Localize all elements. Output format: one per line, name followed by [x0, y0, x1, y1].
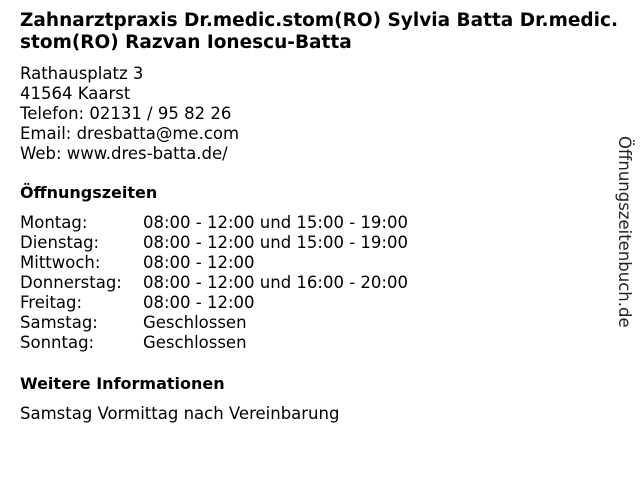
day-label: Donnerstag:: [20, 273, 122, 292]
city: 41564 Kaarst: [20, 84, 131, 103]
more-info-text: Samstag Vormittag nach Vereinbarung: [20, 404, 340, 423]
hours-row-monday: [20, 213, 408, 233]
day-hours: 08:00 - 12:00: [143, 253, 255, 272]
day-hours: 08:00 - 12:00 und 16:00 - 20:00: [143, 273, 408, 292]
day-hours: 08:00 - 12:00: [143, 293, 255, 312]
day-label: Freitag:: [20, 293, 83, 312]
opening-hours-heading: Öffnungszeiten: [20, 183, 158, 202]
hours-row-saturday: [20, 313, 408, 333]
hours-row-tuesday: [20, 233, 408, 253]
more-info-heading: Weitere Informationen: [20, 374, 225, 393]
phone: Telefon: 02131 / 95 82 26: [20, 104, 232, 123]
day-label: Montag:: [20, 213, 88, 232]
hours-row-friday: [20, 293, 408, 313]
hours-row-thursday: [20, 273, 408, 293]
day-hours: Geschlossen: [143, 333, 247, 352]
day-hours: 08:00 - 12:00 und 15:00 - 19:00: [143, 233, 408, 252]
hours-row-wednesday: [20, 253, 408, 273]
hours-row-sunday: [20, 333, 408, 353]
opening-hours-table: [20, 213, 408, 353]
practice-name: Zahnarztpraxis Dr.medic.stom(RO) Sylvia Batta Dr.medic.stom(RO) Razvan Ionescu-Batta: [20, 10, 618, 53]
email: Email: dresbatta@me.com: [20, 124, 240, 143]
day-label: Sonntag:: [20, 333, 95, 352]
day-hours: Geschlossen: [143, 313, 247, 332]
address-block: [20, 64, 239, 164]
day-label: Mittwoch:: [20, 253, 101, 272]
day-label: Dienstag:: [20, 233, 100, 252]
street: Rathausplatz 3: [20, 64, 144, 83]
day-hours: 08:00 - 12:00 und 15:00 - 19:00: [143, 213, 408, 232]
brand-watermark: Öffnungszeitenbuch.de: [615, 136, 634, 328]
day-label: Samstag:: [20, 313, 98, 332]
website: Web: www.dres-batta.de/: [20, 144, 228, 163]
